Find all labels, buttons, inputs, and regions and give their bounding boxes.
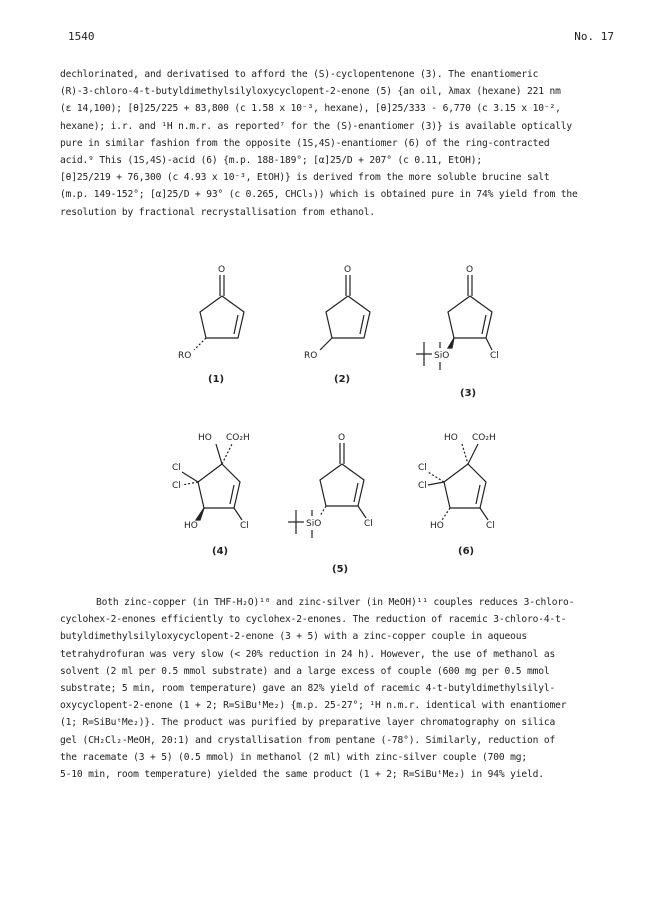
structure-1 xyxy=(178,262,262,396)
atom-cl: Cl xyxy=(486,521,495,531)
compound-label-5: (5) xyxy=(332,564,349,575)
structure-4 xyxy=(168,430,278,564)
text-line: (ε 14,100); [θ]25/225 + 83,800 (c 1.58 x 10⁻³, hexane), [θ]25/333 - 6,770 (c 3.15 x 10⁻², xyxy=(60,103,561,115)
atom-ho: HO xyxy=(430,521,444,531)
atom-cl: Cl xyxy=(172,481,181,491)
text-line: butyldimethylsilyloxycyclopent-2-enone (3 + 5) with a zinc-copper couple in aqueous xyxy=(60,631,527,643)
atom-cl: Cl xyxy=(172,463,181,473)
atom-ro: RO xyxy=(304,351,318,361)
structure-2 xyxy=(304,262,388,396)
compound-label-2: (2) xyxy=(334,374,351,385)
atom-cl: Cl xyxy=(240,521,249,531)
atom-cl: Cl xyxy=(490,351,499,361)
text-line: solvent (2 ml per 0.5 mmol substrate) and a large excess of couple (600 mg per 0.5 mmol xyxy=(60,665,550,677)
compound-label-3: (3) xyxy=(460,388,477,399)
text-line: resolution by fractional recrystallisation from ethanol. xyxy=(60,206,376,218)
paragraph-1 xyxy=(60,66,620,221)
atom-oxygen: O xyxy=(338,433,346,443)
atom-oxygen: O xyxy=(466,265,474,275)
atom-sio: SiO xyxy=(434,351,450,361)
atom-co2h: CO₂H xyxy=(472,433,496,443)
text-line: dechlorinated, and derivatised to afford the (S)-cyclopentenone (3). The enantiomeric xyxy=(60,69,539,80)
text-line: [θ]25/219 + 76,300 (c 4.93 x 10⁻³, EtOH)} is derived from the more soluble brucine salt xyxy=(60,172,550,184)
structure-5 xyxy=(284,430,394,584)
paragraph-2 xyxy=(60,594,620,783)
atom-cl: Cl xyxy=(364,519,373,529)
text-line: Both zinc-copper (in THF-H₂O)¹⁰ and zinc-silver (in MeOH)¹¹ couples reduces 3-chloro- xyxy=(96,597,575,608)
atom-oxygen: O xyxy=(344,265,352,275)
text-line: acid.⁹ This (1S,4S)-acid (6) {m.p. 188-189°; [α]25/D + 207° (c 0.11, EtOH); xyxy=(60,155,482,167)
atom-oxygen: O xyxy=(218,265,226,275)
atom-cl: Cl xyxy=(418,463,427,473)
text-line: (m.p. 149-152°; [α]25/D + 93° (c 0.265, CHCl₃)) which is obtained pure in 74% yield from the xyxy=(60,189,578,201)
text-line: cyclohex-2-enones efficiently to cyclohex-2-enones. The reduction of racemic 3-chloro-4-t- xyxy=(60,614,567,626)
text-line: (R)-3-chloro-4-t-butyldimethylsilyloxycyclopent-2-enone (5) {an oil, λmax (hexane) 221 nm xyxy=(60,86,561,98)
text-line: oxycyclopent-2-enone (1 + 2; R=SiBuᵗMe₂) {m.p. 25-27°; ¹H n.m.r. identical with enantiomer xyxy=(60,700,567,712)
text-line: pure in similar fashion from the opposite (1S,4S)-enantiomer (6) of the ring-contracted xyxy=(60,137,550,149)
structure-6 xyxy=(414,430,524,564)
compound-label-1: (1) xyxy=(208,374,225,385)
compound-label-6: (6) xyxy=(458,546,475,557)
text-line: (1; R=SiBuᵗMe₂)}. The product was purified by preparative layer chromatography on silica xyxy=(60,717,556,729)
atom-co2h: CO₂H xyxy=(226,433,250,443)
atom-ho: HO xyxy=(184,521,198,531)
atom-ro: RO xyxy=(178,351,192,361)
text-line: the racemate (3 + 5) (0.5 mmol) in methanol (2 ml) with zinc-silver couple (700 mg; xyxy=(60,751,527,763)
text-line: substrate; 5 min, room temperature) gave an 82% yield of racemic 4-t-butyldimethylsilyl- xyxy=(60,683,556,695)
text-line: gel (CH₂Cl₂-MeOH, 20:1) and crystallisation from pentane (-78°). Similarly, reduction of xyxy=(60,734,556,746)
structure-3 xyxy=(412,262,522,406)
atom-ho: HO xyxy=(444,433,458,443)
text-line: hexane); i.r. and ¹H n.m.r. as reported⁷ for the (S)-enantiomer (3)} is available optically xyxy=(60,120,572,132)
atom-sio: SiO xyxy=(306,519,322,529)
compound-label-4: (4) xyxy=(212,546,229,557)
atom-cl: Cl xyxy=(418,481,427,491)
text-line: 5-10 min, room temperature) yielded the same product (1 + 2; R=SiBuᵗMe₂) in 94% yield. xyxy=(60,769,544,781)
atom-ho: HO xyxy=(198,433,212,443)
journal-issue: No. 17 xyxy=(574,30,614,43)
page-number: 1540 xyxy=(68,30,95,43)
text-line: tetrahydrofuran was very slow (< 20% reduction in 24 h). However, the use of methanol as xyxy=(60,648,556,660)
